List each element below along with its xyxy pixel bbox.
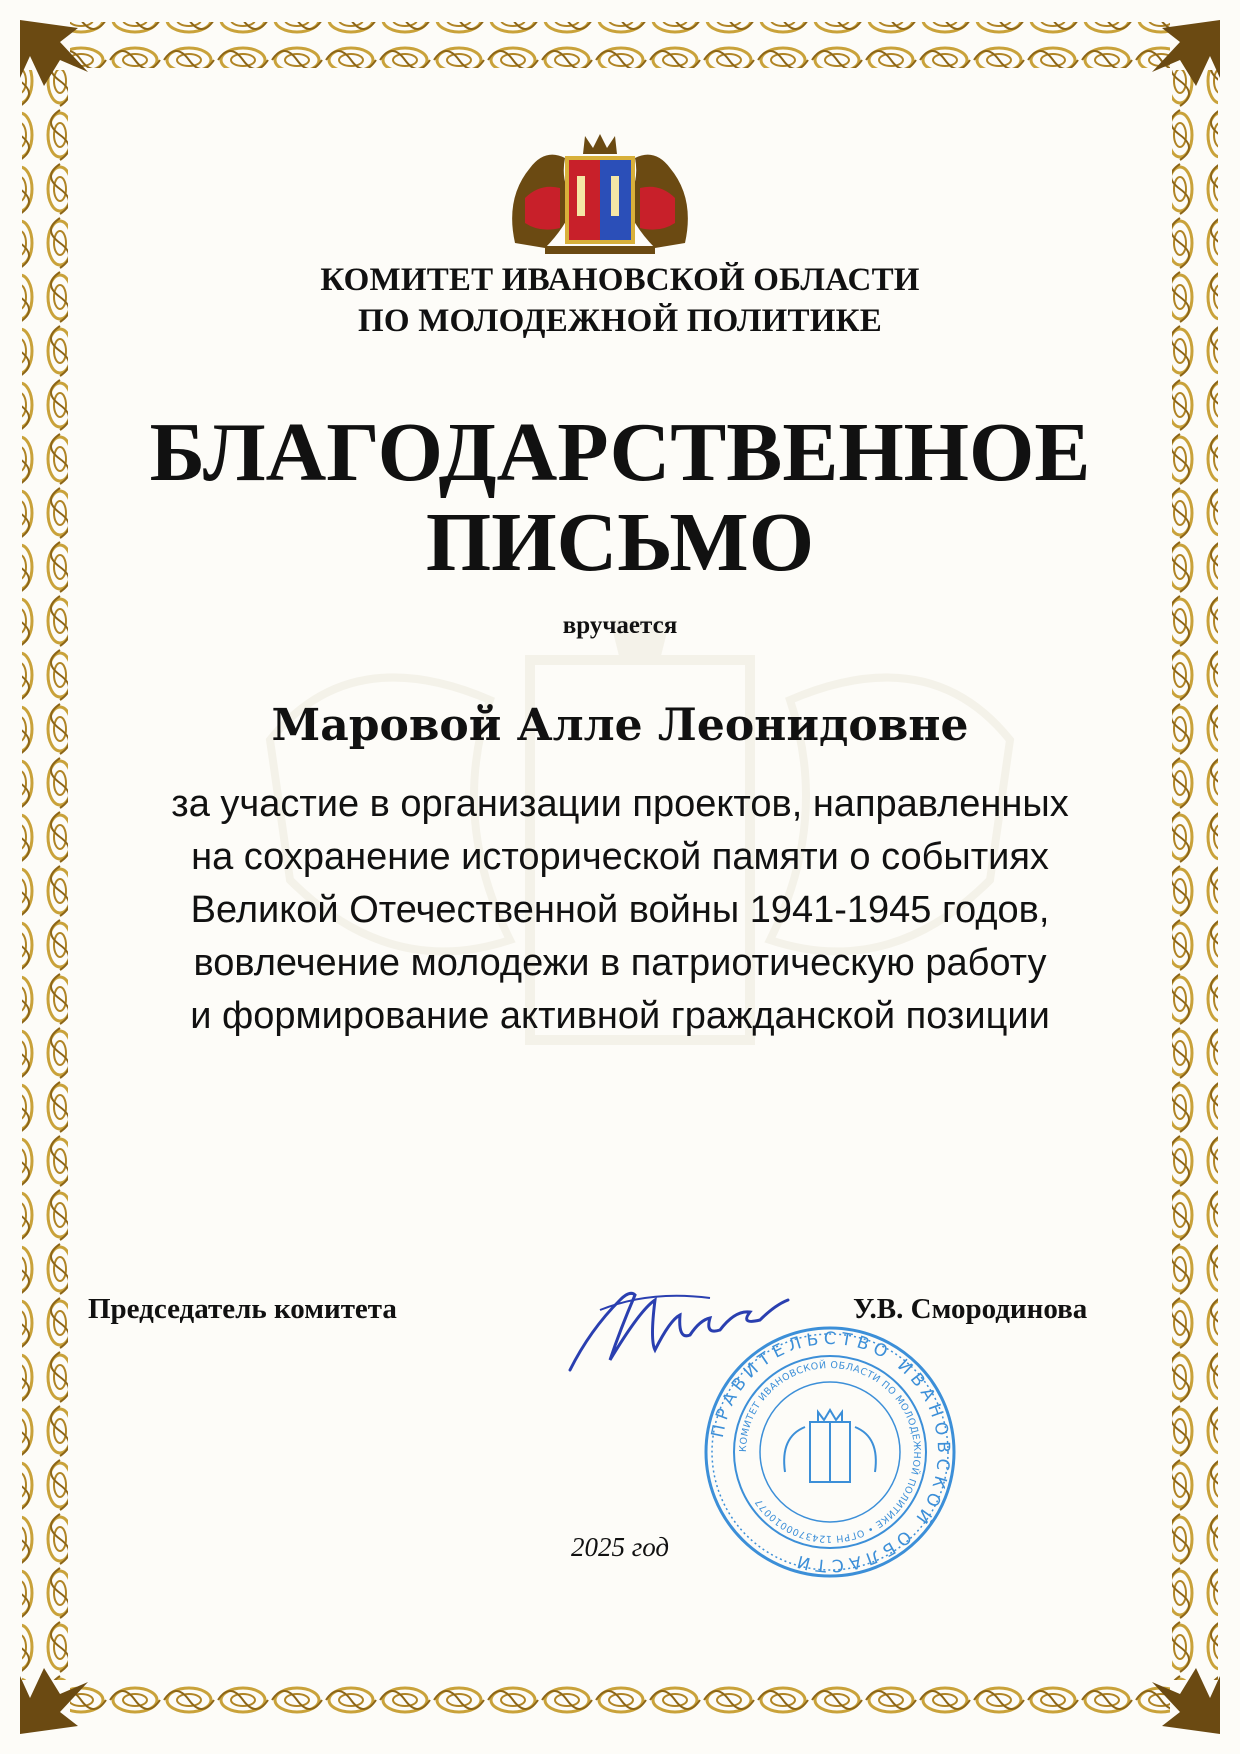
reason-line: и формирование активной гражданской позиции [190,995,1050,1037]
reason-line: за участие в организации проектов, направленных [171,783,1069,825]
recipient-name: Маровой Алле Леонидовне [271,700,969,751]
signatory-name: У.В. Смородинова [853,1293,1088,1325]
stamp-inner-text: КОМИТЕТ ИВАНОВСКОЙ ОБЛАСТИ ПО МОЛОДЕЖНОЙ ПОЛИТИКЕ • ОГРН 1243700010077 [737,1359,923,1545]
reason-line: на сохранение исторической памяти о событиях [191,836,1049,878]
presented-label: вручается [562,612,678,639]
issue-year: 2025 год [570,1532,670,1562]
reason-line: вовлечение молодежи в патриотическую работу [193,942,1047,984]
stamp-emblem [784,1410,876,1482]
ivanovo-coat-of-arms-icon [505,128,695,258]
organization-line-2: ПО МОЛОДЕЖНОЙ ПОЛИТИКЕ [358,303,882,339]
title-line-1: БЛАГОДАРСТВЕННОЕ [149,406,1091,499]
organization-line-1: КОМИТЕТ ИВАНОВСКОЙ ОБЛАСТИ [320,262,920,298]
reason-line: Великой Отечественной войны 1941-1945 годов, [190,889,1050,931]
stamp-outer-text: ПРАВИТЕЛЬСТВО ИВАНОВСКОЙ ОБЛАСТИ [707,1328,954,1576]
signatory-position: Председатель комитета [88,1293,397,1325]
reason-text [120,778,1120,1043]
title-line-2: ПИСЬМО [425,496,815,589]
